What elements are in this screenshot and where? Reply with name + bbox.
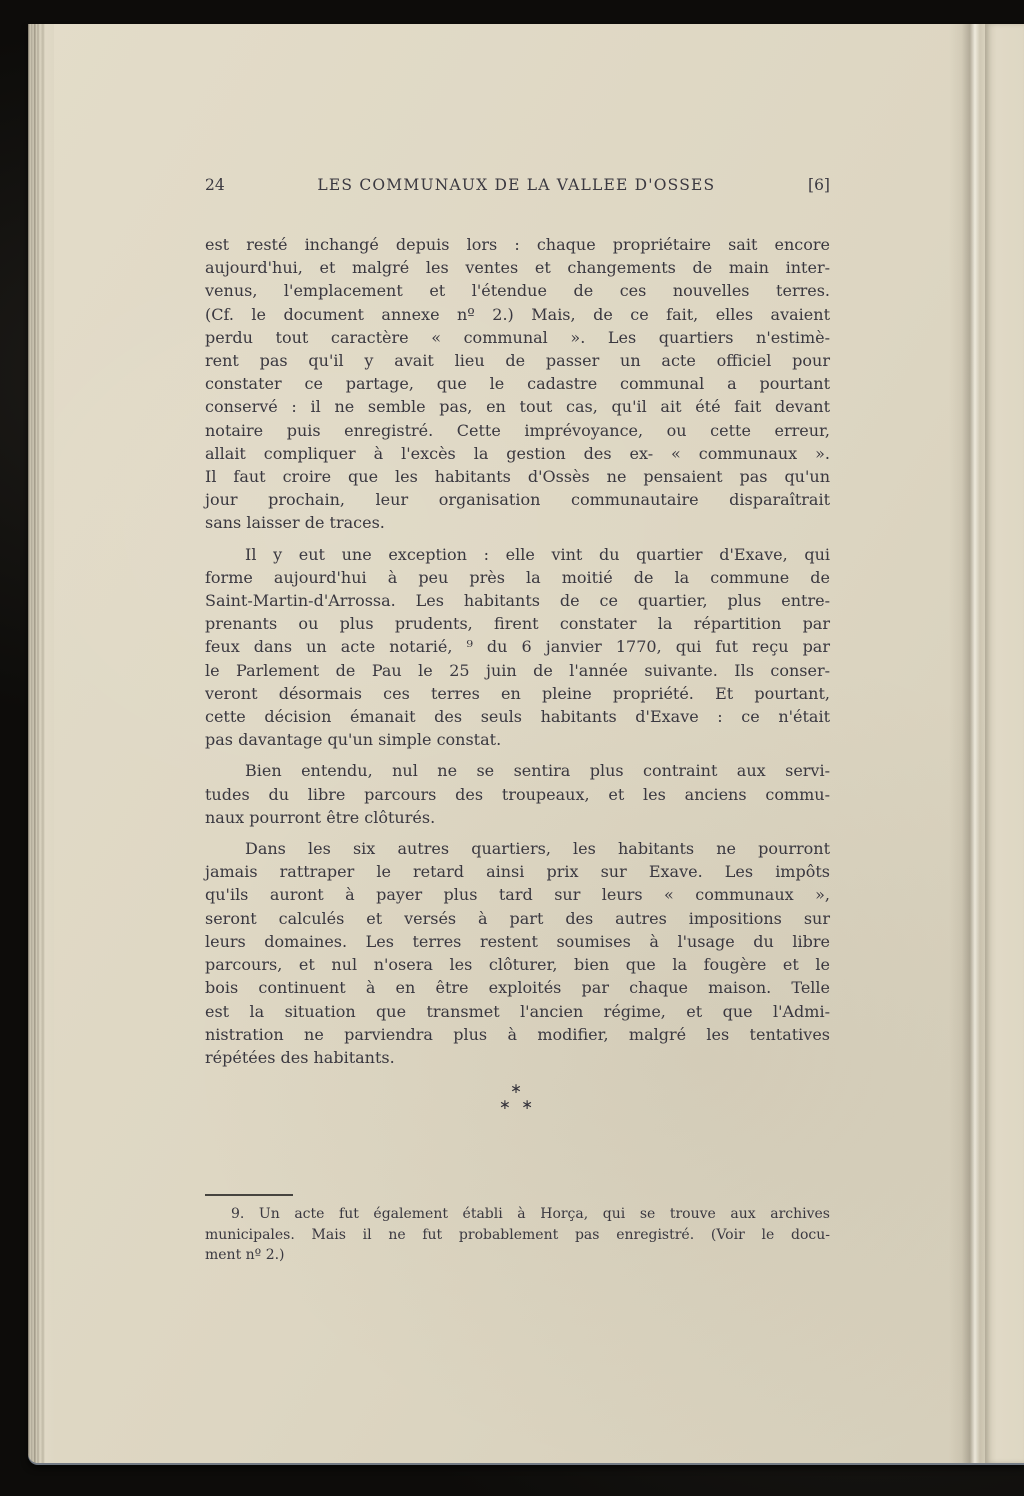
text-line: est la situation que transmet l'ancien régime, et que l'Admi- [205,1001,830,1021]
paragraph [205,233,830,535]
text-line: Il y eut une exception : elle vint du quartier d'Exave, qui [245,544,830,564]
text-line: rent pas qu'il y avait lieu de passer un acte officiel pour [205,351,830,371]
text-line: Il faut croire que les habitants d'Ossès ne pensaient pas qu'un [205,467,830,487]
asterism-separator [205,1081,830,1113]
page-number: 24 [205,176,225,194]
text-line: nistration ne parviendra plus à modifier, malgré les tentatives [205,1024,830,1044]
text-line: Dans les six autres quartiers, les habitants ne pourront [245,839,830,859]
text-line: répétées des habitants. [205,1047,395,1067]
book-page [28,24,1024,1463]
running-title: LES COMMUNAUX DE LA VALLEE D'OSSES [317,176,716,194]
text-line: bois continuent à en être exploités par chaque maison. Telle [205,978,830,998]
text-line: notaire puis enregistré. Cette imprévoyance, ou cette erreur, [205,420,830,440]
asterisk-pair: ∗ ∗ [499,1097,536,1113]
text-line: qu'ils auront à payer plus tard sur leurs « communaux », [205,885,830,905]
text-line: jour prochain, leur organisation communautaire disparaîtrait [205,490,830,510]
asterisk-top: ∗ [510,1081,525,1097]
text-line: veront désormais ces terres en pleine propriété. Et pourtant, [205,683,830,703]
text-line: (Cf. le document annexe nº 2.) Mais, de ce fait, elles avaient [205,304,830,324]
text-line: cette décision émanait des seuls habitants d'Exave : ce n'était [205,707,830,727]
page-header [205,176,830,195]
folio-mark: [6] [808,176,830,194]
text-line: constater ce partage, que le cadastre communal a pourtant [205,374,830,394]
text-line: naux pourront être clôturés. [205,807,436,827]
text-line: conservé : il ne semble pas, en tout cas, qu'il ait été fait devant [205,397,830,417]
page-edge-stack [28,24,54,1463]
text-line: parcours, et nul n'osera les clôturer, bien que la fougère et le [205,955,830,975]
page-content [205,176,830,1376]
footnote [205,1194,830,1266]
paragraph [205,837,830,1069]
text-line: sans laisser de traces. [205,513,385,533]
paragraph [205,543,830,752]
text-line: leurs domaines. Les terres restent soumises à l'usage du libre [205,931,830,951]
text-line: municipales. Mais il ne fut probablement pas enregistré. (Voir le docu- [205,1226,830,1243]
text-line: perdu tout caractère « communal ». Les quartiers n'estimè- [205,327,830,347]
gutter-crease [949,24,985,1463]
text-line: prenants ou plus prudents, firent constater la répartition par [205,614,830,634]
text-line: seront calculés et versés à part des autres impositions sur [205,908,830,928]
text-line: aujourd'hui, et malgré les ventes et changements de main inter- [205,258,830,278]
text-line: tudes du libre parcours des troupeaux, et les anciens commu- [205,784,830,804]
text-line: jamais rattraper le retard ainsi prix sur Exave. Les impôts [205,862,830,882]
text-line: allait compliquer à l'excès la gestion des ex- « communaux ». [205,443,830,463]
text-line: venus, l'emplacement et l'étendue de ces nouvelles terres. [205,281,830,301]
text-line: feux dans un acte notarié, ⁹ du 6 janvier 1770, qui fut reçu par [205,637,830,657]
text-line: Bien entendu, nul ne se sentira plus contraint aux servi- [245,761,830,781]
text-line: Saint-Martin-d'Arrossa. Les habitants de ce quartier, plus entre- [205,591,830,611]
footnote-rule [205,1194,293,1196]
footnote-text [205,1204,830,1266]
text-line: ment nº 2.) [205,1247,285,1263]
facing-page-edge [985,24,1024,1463]
body-text [205,233,830,1077]
text-line: le Parlement de Pau le 25 juin de l'année suivante. Ils conser- [205,660,830,680]
paragraph [205,759,830,829]
text-line: 9. Un acte fut également établi à Horça, qui se trouve aux archives [231,1206,830,1222]
text-line: pas davantage qu'un simple constat. [205,730,502,750]
text-line: est resté inchangé depuis lors : chaque propriétaire sait encore [205,235,830,254]
text-line: forme aujourd'hui à peu près la moitié de la commune de [205,567,830,587]
